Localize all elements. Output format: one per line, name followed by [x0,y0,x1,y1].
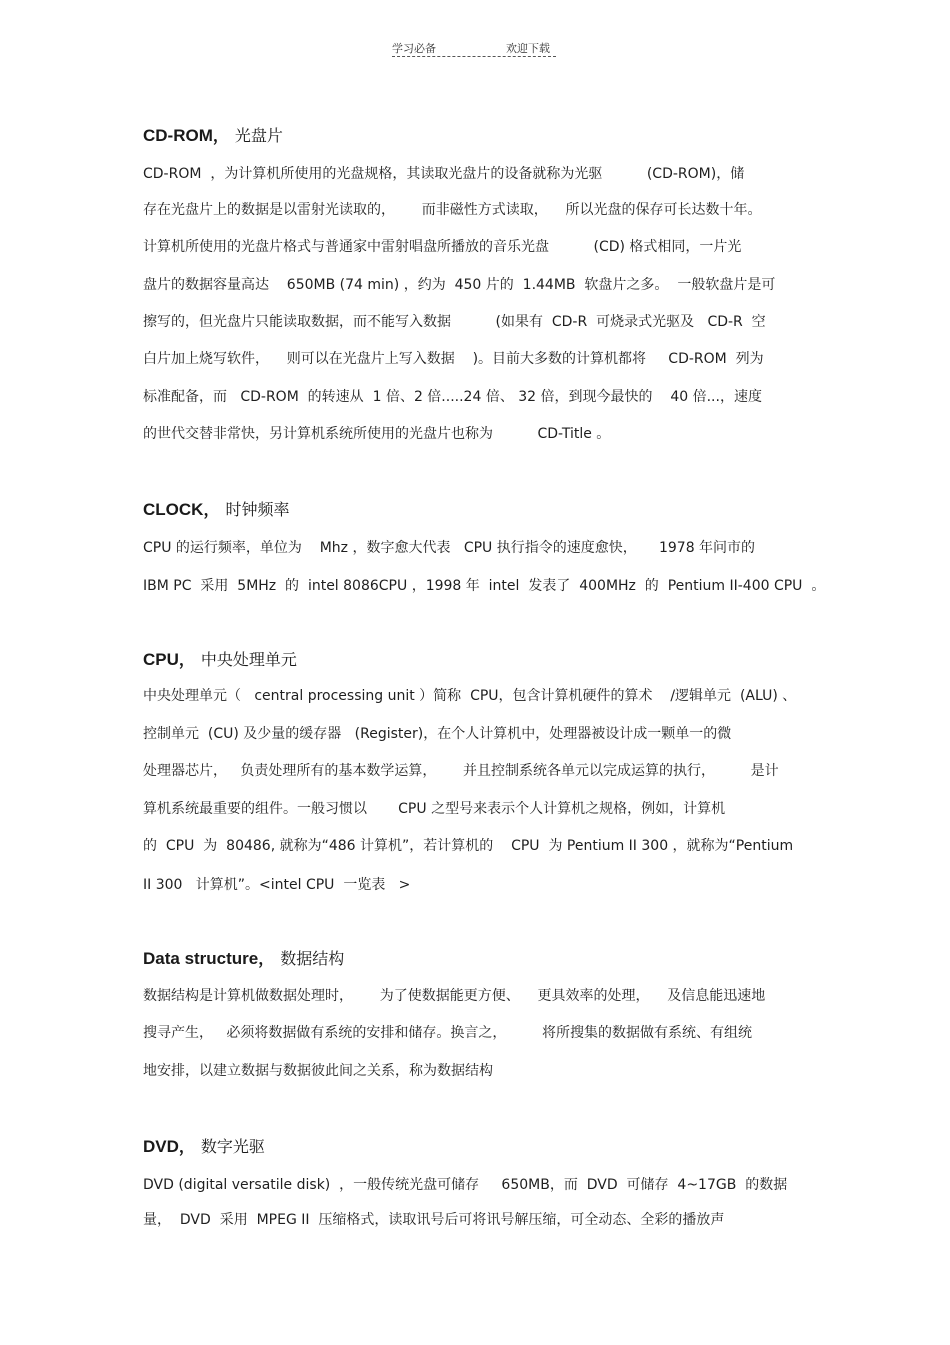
entry-meaning: 数据结构 [280,949,345,968]
entry-term: DVD [143,1137,179,1156]
entry-line: IBM PC 采用 5MHz 的 intel 8086CPU ，1998 年 intel 发表了 400MHz 的 Pentium II-400 CPU 。 [143,578,826,594]
header-right-text: 欢迎下载 [506,42,550,55]
entry-meaning: 数字光驱 [200,1137,265,1156]
entry-separator: ， [212,126,229,145]
entry-term: CPU [143,650,179,669]
entry-line: 擦写的，但光盘片只能读取数据，而不能写入数据 (如果有 CD-R 可烧录式光驱及 CD-R 空 [143,314,766,330]
entry-line: 搜寻产生， 必须将数据做有系统的安排和储存。换言之， 将所搜集的数据做有系统、有组统 [143,1025,752,1041]
entry-line: 算机系统最重要的组件。一般习惯以 CPU 之型号来表示个人计算机之规格，例如，计算机 [143,801,726,817]
entry-line: 量， DVD 采用 MPEG II 压缩格式，读取讯号后可将讯号解压缩，可全动态、全彩的播放声 [143,1212,725,1228]
entry-term: Data structure [143,949,259,968]
header-left-text: 学习必备 [392,42,436,55]
entry-separator: ， [258,949,275,968]
entry-line: 数据结构是计算机做数据处理时， 为了使数据能更方便、 更具效率的处理， 及信息能迅速地 [143,988,766,1004]
entry-separator: ， [178,1137,195,1156]
entry-separator: ， [178,650,195,669]
entry-meaning: 中央处理单元 [200,650,297,669]
entry-meaning: 光盘片 [234,126,283,145]
entry-line: 地安排，以建立数据与数据彼此间之关系，称为数据结构 [143,1063,493,1079]
entry-line: 存在光盘片上的数据是以雷射光读取的， 而非磁性方式读取， 所以光盘的保存可长达数十年。 [143,202,762,218]
entry-line: CD-ROM ，为计算机所使用的光盘规格，其读取光盘片的设备就称为光驱 (CD-ROM)，储 [143,166,745,182]
entry-meaning: 时钟频率 [225,500,290,519]
entry-term: CLOCK [143,500,204,519]
entry-line: CPU 的运行频率，单位为 Mhz ，数字愈大代表 CPU 执行指令的速度愈快， 1978 年问市的 [143,540,756,556]
entry-line: II 300 计算机”。<intel CPU 一览表 > [143,877,411,893]
entry-line: 标准配备，而 CD-ROM 的转速从 1 倍、2 倍.....24 倍、 32 倍，到现今最快的 40 倍...，速度 [143,389,762,405]
entry-line: 控制单元 (CU) 及少量的缓存器 (Register)，在个人计算机中，处理器被设计成一颗单一的微 [143,726,732,742]
entry-term: CD-ROM [143,126,213,145]
page-header [392,40,556,57]
entry-line: 白片加上烧写软件， 则可以在光盘片上写入数据 )。目前大多数的计算机都将 CD-ROM 列为 [143,351,764,367]
entry-line: 中央处理单元（ central processing unit ）简称 CPU，包含计算机硬件的算术 /逻辑单元 (ALU) 、 [143,688,797,704]
entry-separator: ， [203,500,220,519]
entry-line: 计算机所使用的光盘片格式与普通家中雷射唱盘所播放的音乐光盘 (CD) 格式相同，一片光 [143,239,742,255]
entry-line: 的世代交替非常快，另计算机系统所使用的光盘片也称为 CD-Title 。 [143,426,611,442]
entry-title [143,1137,265,1157]
entry-line: 处理器芯片， 负责处理所有的基本数学运算， 并且控制系统各单元以完成运算的执行， 是计 [143,763,779,779]
entry-line: 的 CPU 为 80486, 就称为“486 计算机”，若计算机的 CPU 为 Pentium II 300 ，就称为“Pentium [143,838,794,854]
entry-title [143,500,289,520]
entry-title [143,126,283,146]
entry-title [143,650,297,670]
entry-line: DVD (digital versatile disk) ，一般传统光盘可储存 650MB，而 DVD 可储存 4~17GB 的数据 [143,1177,788,1193]
entry-title [143,949,344,969]
entry-line: 盘片的数据容量高达 650MB (74 min) ，约为 450 片的 1.44MB 软盘片之多。 一般软盘片是可 [143,277,776,293]
